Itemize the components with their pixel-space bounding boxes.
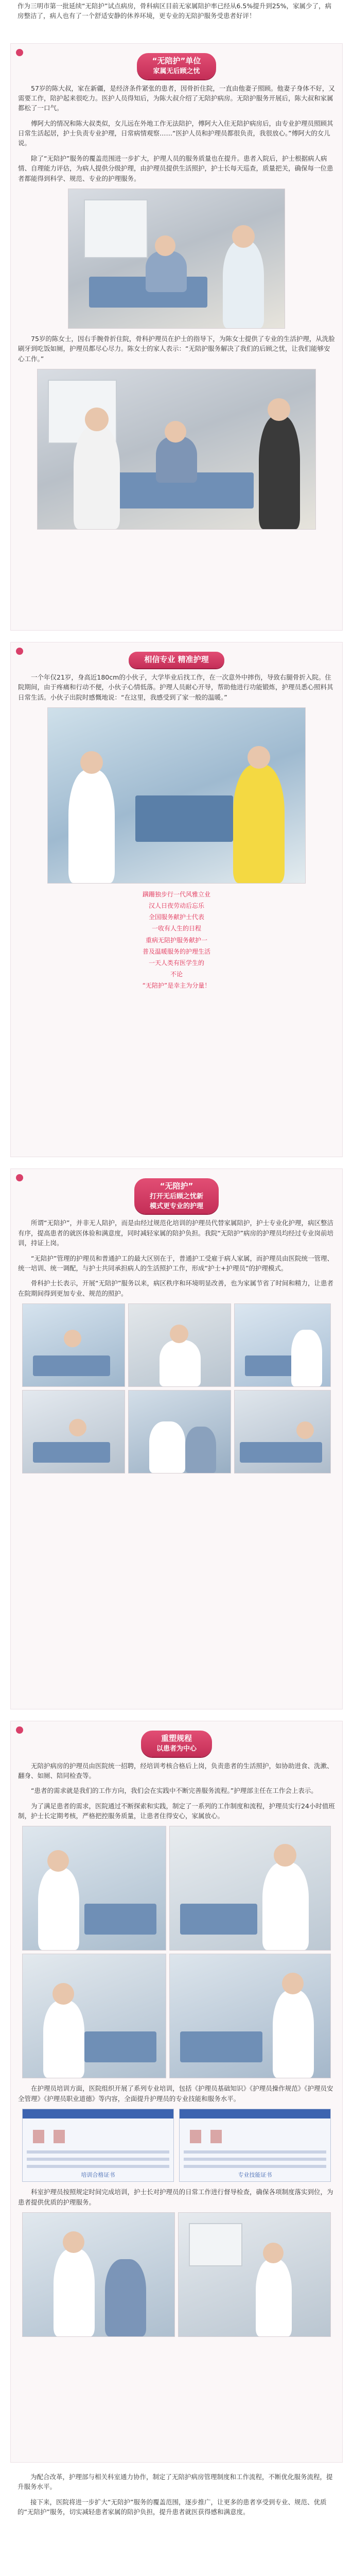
- poem-line: 普及温暖服务的护理生活: [142, 947, 210, 955]
- photo-bottom-item: [178, 2212, 331, 2337]
- section3-paragraph-1: 所谓“无陪护”，并非无人陪护，而是由经过规范化培训的护理员代替家属陪护，护士专业化护理，病区整洁有序，提高患者的就医体验和满意度，同时减轻家属的陪护负担。我院“无陪护”病房的护理员均经过专业岗前培训，持证上岗。: [18, 1219, 333, 1247]
- photo-bottom-item: [22, 2212, 175, 2337]
- section2-banner: [18, 652, 335, 668]
- photo-nurse-with-patient: [68, 189, 285, 329]
- section1-banner-title: “无陪护”单位: [152, 56, 201, 65]
- section3-banner-line2: 打开无后顾之忧新: [149, 1192, 203, 1200]
- photo-collage-item: [22, 1954, 166, 2078]
- poem-line: 全国服务献护士代表: [148, 913, 204, 921]
- section-marker-icon: [16, 1174, 23, 1181]
- poem-line: 不论: [170, 971, 183, 978]
- outro-paragraph-1: 为配合改革，护理部与相关科室通力协作，制定了无陪护病房管理制度和工作流程，不断优化服务流程，提升服务水平。: [17, 2473, 333, 2491]
- photo-grid-item: [234, 1303, 331, 1387]
- photo-grid-item: [22, 1303, 125, 1387]
- photo-collage-item: [169, 1954, 331, 2078]
- section4-paragraph-3: 为了满足患者的需求，医院通过不断探索和实践，制定了一系列的工作制度和流程，护理员实行24小时值班制，护士长定期考核，严格把控服务质量，让患者住得安心，家属放心。: [18, 1802, 335, 1820]
- photo-grid-item: [128, 1390, 231, 1473]
- section4-paragraph-4: 在护理员培训方面，医院组织开展了系列专业培训，包括《护理员基础知识》《护理员操作规范》《护理员安全管理》《护理员职业道德》等内容，全面提升护理员的专业技能和服务水平。: [18, 2084, 333, 2103]
- certificates: [22, 2109, 331, 2182]
- intro-paragraph: 作为三明市第一批延续“无陪护”试点病房，骨科病区目前无家属陪护率已经从6.5%提升到25%，家属少了，病房整洁了，病人也有了一个舒适安静的休养环境，更专业的无陪护服务受患者好评！: [17, 2, 331, 20]
- photo-collage-item: [22, 1826, 166, 1951]
- section3-banner-title: “无陪护”: [160, 1181, 193, 1191]
- section4-paragraph-1: 无陪护病房的护理员由医院统一招聘，经培训考核合格后上岗，负责患者的生活照护，如协助进食、洗漱、翻身、如厕、陪同检查等。: [18, 1761, 333, 1780]
- section1-paragraph-3: 除了“无陪护”服务的覆盖范围进一步扩大，护理人员的服务质量也在提升。患者入院后，护士根据病人病情、自理能力评估，为病人提供分级护理，由护理员提供生活照护，护士长每天巡查，质量把关，确保每一位患者都能得到科学、规范、专业的护理服务。: [18, 154, 333, 182]
- poem-line: 蹒跚独步行一代风雅立业: [142, 890, 210, 898]
- certificate-caption: 专业技能证书: [238, 2172, 272, 2179]
- section1-paragraph-1: 57岁的陈大叔，家在新疆，是经济条件紧张的患者，因骨折住院，一直由他妻子照顾。他妻子身体不好，又需要工作，陪护起来很吃力。医护人员得知后，为陈大叔介绍了无陪护病房。无陪护服务开展后，陈大叔和家属都松了一口气。: [18, 84, 335, 112]
- photo-grid: [22, 1303, 331, 1473]
- section3-banner: [18, 1178, 335, 1214]
- photo-grid-item: [234, 1390, 331, 1473]
- certificate-card: [22, 2109, 174, 2182]
- section4-paragraph-2: “患者的需求就是我们的工作方向，我们会在实践中不断完善服务流程。”护理部主任在工作会上表示。: [31, 1787, 317, 1795]
- section2-paragraph: 一个年仅21岁，身高近180cm的小伙子，大学毕业后找工作，在一次意外中摔伤，导致右腿骨折入院。住院期间，由于疼痛和行动不便，小伙子心情低落。护理人员耐心开导，帮助他进行功能锻炼，护理员悉心照料其日常生活。小伙子出院时感慨地说：“在这里，我感受到了家一般的温暖。”: [18, 673, 333, 701]
- section-marker-icon: [16, 648, 23, 655]
- section2-banner-title: 相信专业 精准护理: [144, 655, 209, 664]
- section3-paragraph-3: 骨科护士长表示，开展“无陪护”服务以来，病区秩序和环境明显改善，也为家属节省了时间和精力，让患者在院期间得到更加专业、规范的照护。: [18, 1279, 333, 1297]
- intro-block: [0, 0, 353, 34]
- section-trust-professional: [10, 642, 343, 1157]
- photo-grid-item: [22, 1390, 125, 1473]
- section-marker-icon: [16, 1726, 23, 1734]
- poem-line: “无陪护”是幸主为分量！: [142, 982, 211, 990]
- certificate-card: [179, 2109, 331, 2182]
- photo-ward-care: [37, 369, 316, 530]
- outro-paragraph-2: 接下来，医院将进一步扩大“无陪护”服务的覆盖范围，逐步推广，让更多的患者享受到专业、规范、优质的“无陪护”服务，切实减轻患者家属的陪护负担，提升患者就医获得感和满意度。: [17, 2498, 327, 2516]
- poem-line: 一收有人生的日程: [151, 925, 201, 933]
- bottom-photos: [22, 2212, 331, 2337]
- poem-line: 重病无陪护服务献护一: [145, 936, 207, 944]
- section1-banner: [18, 53, 335, 79]
- poem-block: [18, 889, 335, 992]
- section4-paragraph-5: 科室护理员按照规定时间完成培训，护士长对护理员的日常工作进行督导检查，确保各项制度落实到位，为患者提供优质的护理服务。: [18, 2188, 333, 2206]
- section-new-model: [10, 1168, 343, 1709]
- certificate-caption: 培训合格证书: [81, 2172, 115, 2179]
- section3-banner-line3: 模式更专业的护理: [149, 1202, 203, 1210]
- poem-line: 一天人类有医学生的: [148, 959, 204, 967]
- section4-banner-subtitle: 以患者为中心: [156, 1744, 197, 1753]
- section3-paragraph-2: “无陪护”管理的护理员和普通护工的最大区别在于，普通护工受雇于病人家属，而护理员由医院统一管理、统一培训、统一调配，与护士共同承担病人的生活照护工作，形成“护士+护理员”的护理模式。: [18, 1254, 333, 1272]
- section1-paragraph-4: 75岁的陈女士，因右手腕骨折住院，骨科护理员在护士的指导下，为陈女士提供了专业的生活护理，从洗脸刷牙到吃饭如厕，护理员都尽心尽力。陈女士的家人表示：“无陪护服务解决了我们的后顾之忧，让我们能够安心工作。”: [18, 334, 335, 363]
- collage-photos: [22, 1826, 331, 2078]
- section-no-caregiver-unit: [10, 43, 343, 631]
- section-patient-centered: [10, 1721, 343, 2463]
- section-marker-icon: [16, 49, 23, 56]
- section4-banner-title: 重塑规程: [161, 1734, 192, 1743]
- photo-grid-item: [128, 1303, 231, 1387]
- photo-nurses-at-bedside: [47, 707, 306, 884]
- photo-collage-item: [169, 1826, 331, 1951]
- section1-paragraph-2: 傅阿大的情况和陈大叔类似，女儿远在外地工作无法陪护，傅阿大入住无陪护病房后，由专业护理员照顾其日常生活起居，护士负责专业护理，日常病情观察……“医护人员和护理员都很负责，我很放心。”傅阿大的女儿说。: [18, 119, 333, 147]
- poem-line: 汉人日夜劳动后忘乐: [148, 902, 204, 910]
- section4-banner: [18, 1731, 335, 1757]
- section1-banner-subtitle: 家属无后顾之忧: [153, 67, 200, 75]
- outro-block: [0, 2472, 353, 2517]
